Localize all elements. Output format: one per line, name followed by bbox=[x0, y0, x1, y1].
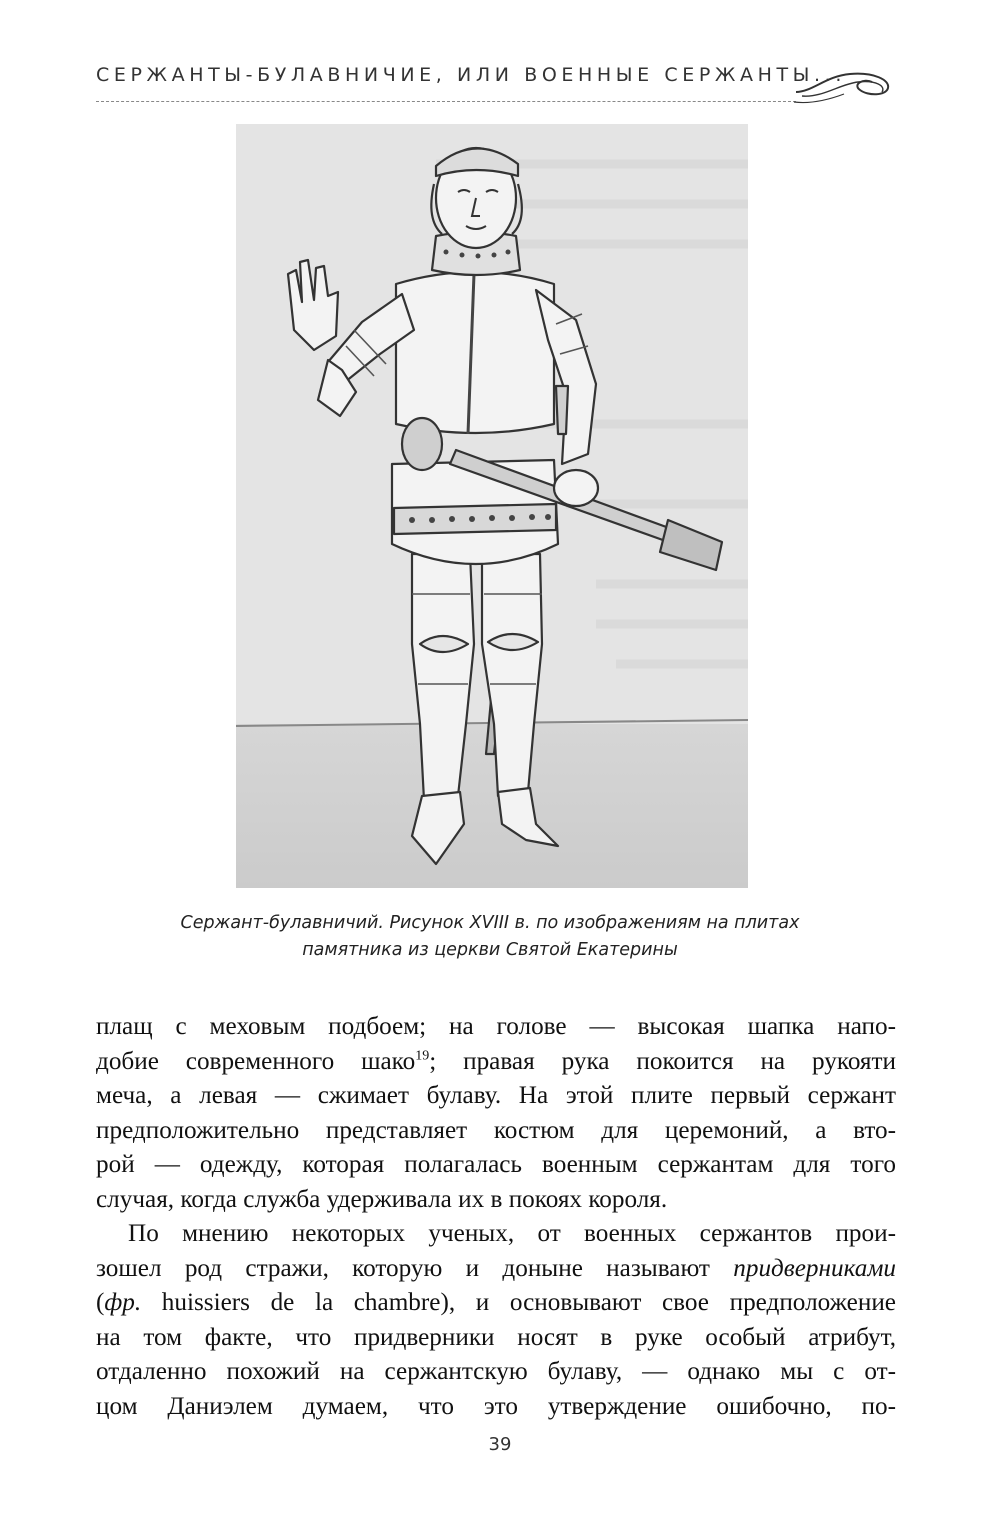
caption-line: Сержант-булавничий. Рисунок XVIII в. по изображениям на плитах bbox=[180, 913, 800, 933]
sergeant-engraving-image bbox=[236, 124, 748, 888]
body-text bbox=[96, 1010, 896, 1424]
text-fragment: зошел род стражи, которую и доныне называют bbox=[96, 1254, 734, 1282]
text-line bbox=[96, 1045, 896, 1080]
header-rule bbox=[96, 101, 796, 102]
text-line: отдаленно похожий на сержантскую булаву, — однако мы с от- bbox=[96, 1358, 896, 1385]
text-fragment: ( bbox=[96, 1289, 105, 1316]
page-number: 39 bbox=[488, 1434, 512, 1455]
text-line: По мнению некоторых ученых, от военных сержантов прои- bbox=[128, 1220, 896, 1247]
text-line: меча, а левая — сжимает булаву. На этой плите первый сержант bbox=[96, 1082, 896, 1109]
text-line bbox=[96, 1286, 896, 1321]
footnote-reference: 19 bbox=[415, 1048, 430, 1064]
text-line: на том факте, что придверники носят в руке особый атрибут, bbox=[96, 1323, 896, 1351]
text-fragment: добие современного шако bbox=[96, 1047, 416, 1075]
text-line: рой — одежду, которая полагалась военным сержантам для того bbox=[96, 1151, 896, 1178]
figure-caption bbox=[80, 910, 900, 964]
text-line: предположительно представляет костюм для церемоний, а вто- bbox=[96, 1116, 896, 1144]
text-line: цом Даниэлем думаем, что это утверждение ошибочно, по- bbox=[96, 1392, 896, 1420]
running-header bbox=[96, 62, 896, 110]
text-line bbox=[96, 1252, 896, 1287]
running-header-title: СЕРЖАНТЫ-БУЛАВНИЧИЕ, ИЛИ ВОЕННЫЕ СЕРЖАНТЫ... bbox=[96, 64, 846, 86]
text-fragment: huissiers de la chambre), и основывают свое предположение bbox=[141, 1289, 896, 1316]
text-line: случая, когда служба удерживала их в покоях короля. bbox=[96, 1185, 668, 1213]
emphasized-term: придверниками bbox=[733, 1254, 896, 1282]
caption-line: памятника из церкви Святой Екатерины bbox=[302, 940, 678, 960]
flourish-ornament-icon bbox=[792, 62, 896, 108]
sergeant-engraving-figure bbox=[236, 124, 748, 888]
text-line: плащ с меховым подбоем; на голове — высокая шапка напо- bbox=[96, 1013, 896, 1040]
text-fragment: ; правая рука покоится на рукояти bbox=[429, 1047, 896, 1075]
emphasized-abbreviation: фр. bbox=[104, 1289, 142, 1316]
